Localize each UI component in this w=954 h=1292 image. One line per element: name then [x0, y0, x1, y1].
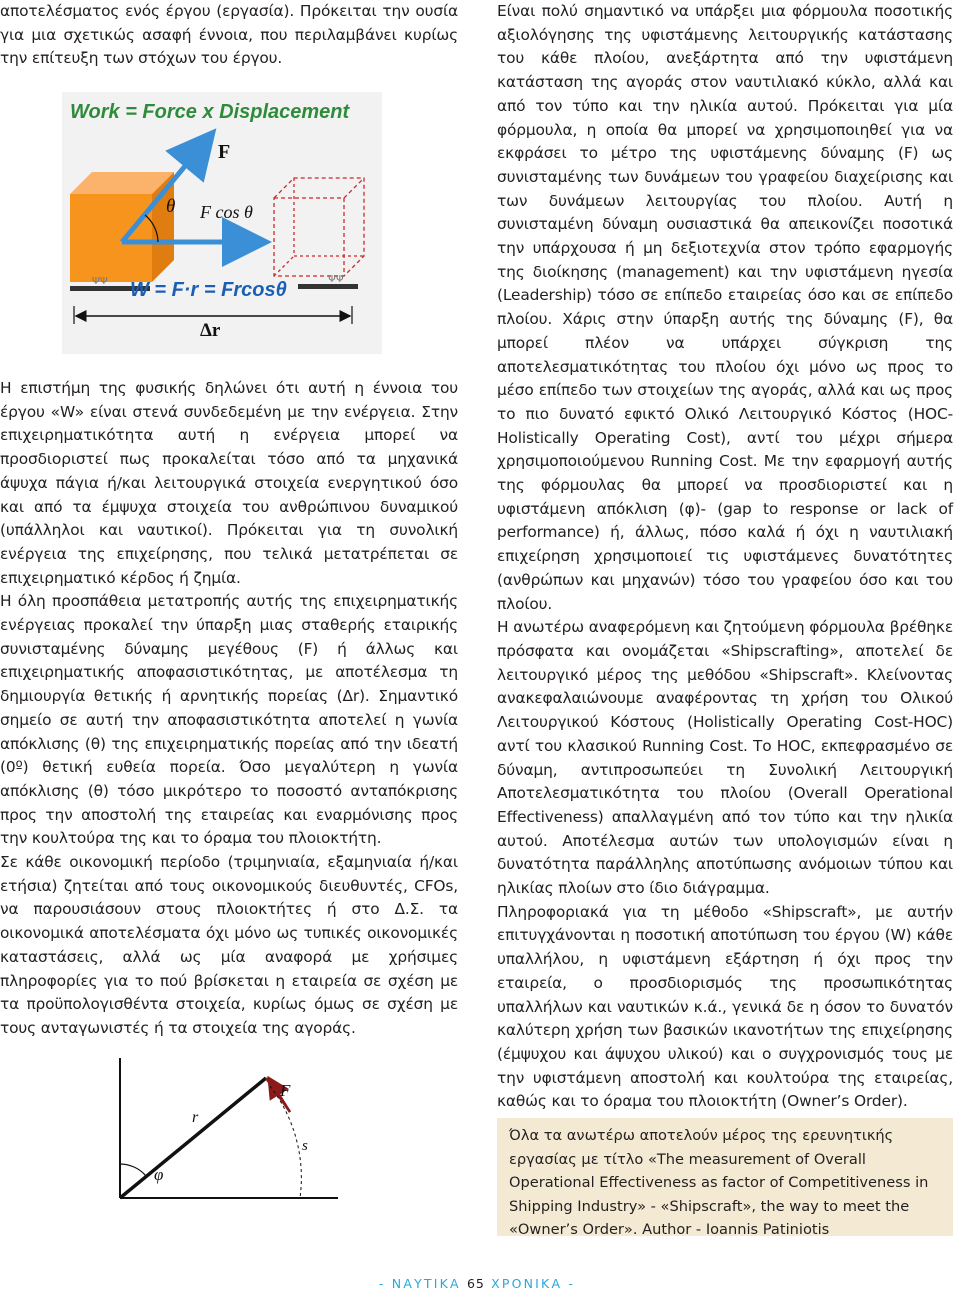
displacement-label: Δr — [200, 320, 221, 341]
paragraph: αποτελέσματος ενός έργου (εργασία). Πρόκειται την ουσία για μια σχετικώς ασαφή έννοια, που περιλαμβάνει κυρίως την επίτευξη των στόχων του έργου. — [0, 2, 458, 68]
left-column-lower — [0, 377, 458, 1041]
paragraph: Σε κάθε οικονομική περίοδο (τριμηνιαία, εξαμηνιαία ή/και ετήσια) ζητείται από τους οικονομικούς διευθυντές, CFOs, να παρουσιάσουν στους πλοιοκτήτες ή στο Δ.Σ. τα οικονομικά αποτελέσματα όχι μόνο ως τυπικές οικονομικές καταστάσεις, αλλά ως μία αναφορά με χρήσιμες πληροφορίες για το πού βρίσκεται η εταιρεία σε σχέση με τα προϋπολογισθέντα στοιχεία, κυρίως όμως σε σχέση με τους ανταγωνιστές ή τα στοιχεία της αγοράς. — [0, 853, 458, 1037]
theta-label: θ — [166, 196, 176, 217]
research-note-box — [497, 1118, 953, 1239]
paragraph: Η όλη προσπάθεια μετατροπής αυτής της επιχειρηματικής ενέργειας προκαλεί την ύπαρξη μιας σταθερής εταιρικής συνισταμένης δύναμης μεγέθους (F) ή άλλως και επιχειρηματικής αποφασιστικότητας, με αποτέλεσμα τη δημιουργία θετικής ή αρνητικής πορείας (Δr). Σημαντικό σημείο σε αυτή την αποφασιστικότητα αποτελεί η γωνία απόκλισης (θ) της επιχειρηματικής πορείας από την ιδεατή (0º) θετική ευθεία πορεία. Όσο μεγαλύτερη η γωνία απόκλισης (θ) τόσο μικρότερο το ποσοστό ανταπόκρισης προς την αποστολή της εταιρείας και εναρμόνισης προς την κουλτούρα της και το όραμα του πλοιοκτήτη. — [0, 592, 458, 848]
paragraph: Η επιστήμη της φυσικής δηλώνει ότι αυτή η έννοια του έργου «W» είναι στενά συνδεδεμένη με την ενέργεια. Στην επιχειρηματικότητα αυτή η ενέργεια μπορεί να προσδιοριστεί πως προκαλείται τόσο από τα μηχανικά άψυχα πάγια ή/και λειτουργικά στοιχεία ενεργητικού όσο και από τα έμψυχα στοιχεία του ανθρώπινου δυναμικού (υπάλληλοι και ναυτικοί). Πρόκειται για τη συνολική ενέργεια της επιχείρησης, που τελικά μετατρέπεται σε επιχειρηματικό κέρδος ή ζημία. — [0, 379, 458, 587]
phi-label: φ — [154, 1165, 164, 1184]
left-column-top — [0, 0, 458, 71]
force-label: F — [280, 1081, 291, 1100]
angle-vector-figure — [100, 1052, 345, 1216]
svg-text:ΨΨ: ΨΨ — [328, 274, 344, 285]
paragraph: Πληροφοριακά για τη μέθοδο «Shipscraft», με αυτήν επιτυγχάνονται η ποσοτική αποτύπωση του έργου (W) κάθε υπαλλήλου, η υφιστάμενη εξάρτηση ή όχι προς την εταιρεία, ο προσδιορισμός της προσωπικότητας υπαλλήλων και ναυτικών κ.ά., γενικά δε η όσον το δυνατόν καλύτερη χρήση των βασικών ικανοτήτων της επιχείρησης (έμψυχου και άψυχου υλικού) και ο συγχρονισμός τους με την υφιστάμενη αποστολή και κουλτούρα της εταιρείας, καθώς και το όραμα του πλοιοκτήτη (Owner’s Order). — [497, 902, 953, 1111]
fcos-label: F cos θ — [200, 202, 253, 222]
note-text: Όλα τα ανωτέρω αποτελούν μέρος της ερευνητικής εργασίας με τίτλο «The measurement of Overall Operational Effectiveness as factor of Competitiveness in Shipping Industry» - «Shipscraft», the way to meet the «Owner’s Order». Author - Ioannis Patiniotis — [509, 1127, 929, 1239]
arc-label: s — [302, 1138, 308, 1154]
footer-dash: - — [378, 1276, 386, 1291]
paragraph: Είναι πολύ σημαντικό να υπάρξει μια φόρμουλα ποσοτικής αξιολόγησης της υφιστάμενης λειτουργικής κατάστασης του κάθε πλοίου, ανεξάρτητα από την υφιστάμενη κατάσταση της αγοράς στον ναυτιλιακό κύκλο, αλλά και από τον τύπο και την ηλικία αυτού. Πρόκειται για μία φόρμουλα, η οποία θα μπορεί να χρησιμοποιηθεί για να εκφράσει το μέτρο της υφιστάμενης δύναμης (F) ως συνισταμένης των δυνάμεων του γραφείου διαχείρισης και των δυνάμεων λειτουργίας του πλοίου. Αυτή η συνισταμένη δύναμη ουσιαστικά θα απεικονίζει ποσοτικά την υπάρχουσα ή μη δεξιοτεχνία στον τρόπο εφαρμογής της διοίκησης (management) και την υφιστάμενη ηγεσία (Leadership) τόσο σε επίπεδο εταιρείας όσο και σε επίπεδο πλοίου. Χάρις στην ύπαρξη αυτής της δύναμης (F), θα μπορεί πλέον να υπάρχει σύγκριση της αποτελεσματικότητας του πλοίου όχι μόνο ως προς το μέσο επίπεδο των στοιχείων της αγοράς, αλλά και ως προς το πιο δυνατό εφικτό Ολικό Λειτουργικό Κόστος (HOC-Holistically Operating Cost), αντί του μέχρι σήμερα χρησιμοποιούμενου Running Cost. Με την εφαρμογή αυτής της φόρμουλας θα μπορεί να προσδιοριστεί και η υφιστάμενη απόκλιση (φ)- (gap to response or lack of performance) ή, άλλως, πόσο καλά ή όχι η ναυτιλιακή επιχείρηση χρησιμοποιεί τις υφιστάμενες δυνατότητες (ανθρώπων και μηχανών) τόσο του γραφείου όσο και του πλοίου. — [497, 2, 953, 613]
work-force-displacement-figure — [62, 92, 382, 354]
page-footer — [0, 1276, 954, 1292]
right-column — [497, 0, 953, 1114]
footer-brand-second: ΧΡΟΝΙΚΑ — [491, 1276, 563, 1291]
footer-dash: - — [568, 1276, 576, 1291]
page-number: 65 — [466, 1276, 485, 1291]
work-formula: W = F·r = Frcosθ — [130, 279, 287, 301]
radius-label: r — [192, 1109, 199, 1126]
force-label: F — [218, 141, 231, 163]
footer-brand-first: ΝΑΥΤΙΚΑ — [391, 1276, 461, 1291]
paragraph: Η ανωτέρω αναφερόμενη και ζητούμενη φόρμουλα βρέθηκε πρόσφατα και ονομάζεται «Shipscrafting», αποτελεί δε λειτουργικό μέρος της μεθόδου «Shipscraft». Κλείνοντας ανακεφαλαιώνουμε αναφέροντας τη χρήση του Ολικού Λειτουργικού Κόστους (Holistically Operating Cost-HOC) αντί του κλασικού Running Cost. Το HOC, εκπεφρασμένο σε δύναμη, αντιπροσωπεύει τη Συνολική Λειτουργική Αποτελεσματικότητα του πλοίου (Overall Operational Effectiveness) απαλλαγμένη από τον τύπο και την ηλικία αυτού. Αποτέλεσμα αυτών των υπολογισμών είναι η δυνατότητα παράλληλης αποτύπωσης ανόμοιων τύπου και ηλικίας πλοίων στο ίδιο διάγραμμα. — [497, 618, 953, 898]
svg-text:ΨΨ: ΨΨ — [92, 276, 108, 287]
figure-title: Work = Force x Displacement — [70, 101, 350, 123]
